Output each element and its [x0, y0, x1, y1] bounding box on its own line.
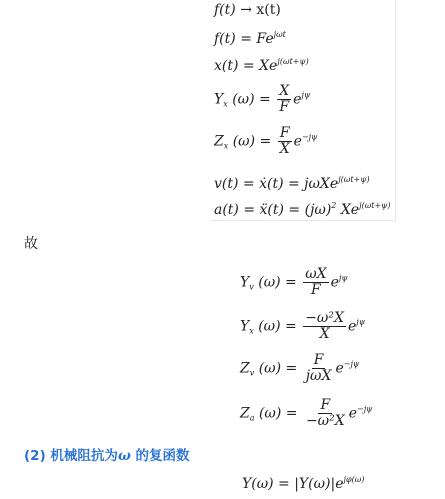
fraction: $\frac{\omega X}{F}$	[305, 266, 327, 298]
equation-acceleration: a(t) = ẍ(t) = $(j\omega)^2$ $Xe^{j(\omega t+\psi)}$	[214, 201, 391, 218]
equation-acceleration-admittance: $Y_x$ (ω) = $\frac{\text{−ω²X}}{X}$ $e^{j\psi}$	[240, 310, 365, 342]
equation-displacement: $x(t) = Xe^{j(\omega t+\psi)}$	[214, 57, 309, 74]
equation-complex-admittance: $Y(\omega) = |Y(\omega)|e^{j\varphi(\omega)}$	[242, 475, 365, 492]
formula-image-middle	[236, 255, 386, 435]
fraction: $\frac{F}{X}$	[279, 125, 290, 157]
fraction: $\frac{X}{F}$	[279, 83, 290, 115]
fraction: $\frac{\text{−ω²X}}{X}$	[305, 310, 344, 342]
equation-force-to-displacement: f(t) → x(t)	[214, 2, 281, 18]
equation-displacement-admittance: $Y_x$ (ω) = $\frac{X}{F}$ $e^{j\psi}$	[214, 83, 311, 115]
equation-force: $f(t) = Fe^{j\omega t}$	[214, 30, 286, 47]
equation-velocity: v(t) = ẋ(t) = jωXe$^{j(\omega t+\psi)}$	[214, 175, 370, 192]
connector-text: 故	[24, 236, 38, 252]
equation-acceleration-impedance: $Z_a$ (ω) = $\frac{F}{\text{−ω²X}}$ $e^{-j\psi}$	[240, 397, 373, 429]
formula-image-bottom	[238, 466, 378, 494]
equation-velocity-impedance: $Z_v$ (ω) = $\frac{F}{\text{jωX}}$ $e^{-j\psi}$	[240, 352, 360, 384]
section-heading: (2) 机械阻抗为ω 的复函数	[24, 448, 190, 464]
equation-displacement-impedance: $Z_x$ (ω) = $\frac{F}{X}$ $e^{-j\psi}$	[214, 125, 318, 157]
fraction: $\frac{F}{\text{−ω²X}}$	[305, 397, 345, 429]
fraction: $\frac{F}{\text{jωX}}$	[305, 352, 332, 384]
equation-velocity-admittance: $Y_v$ (ω) = $\frac{\omega X}{F}$ $e^{j\psi}$	[240, 266, 348, 298]
formula-image-top	[210, 0, 396, 221]
